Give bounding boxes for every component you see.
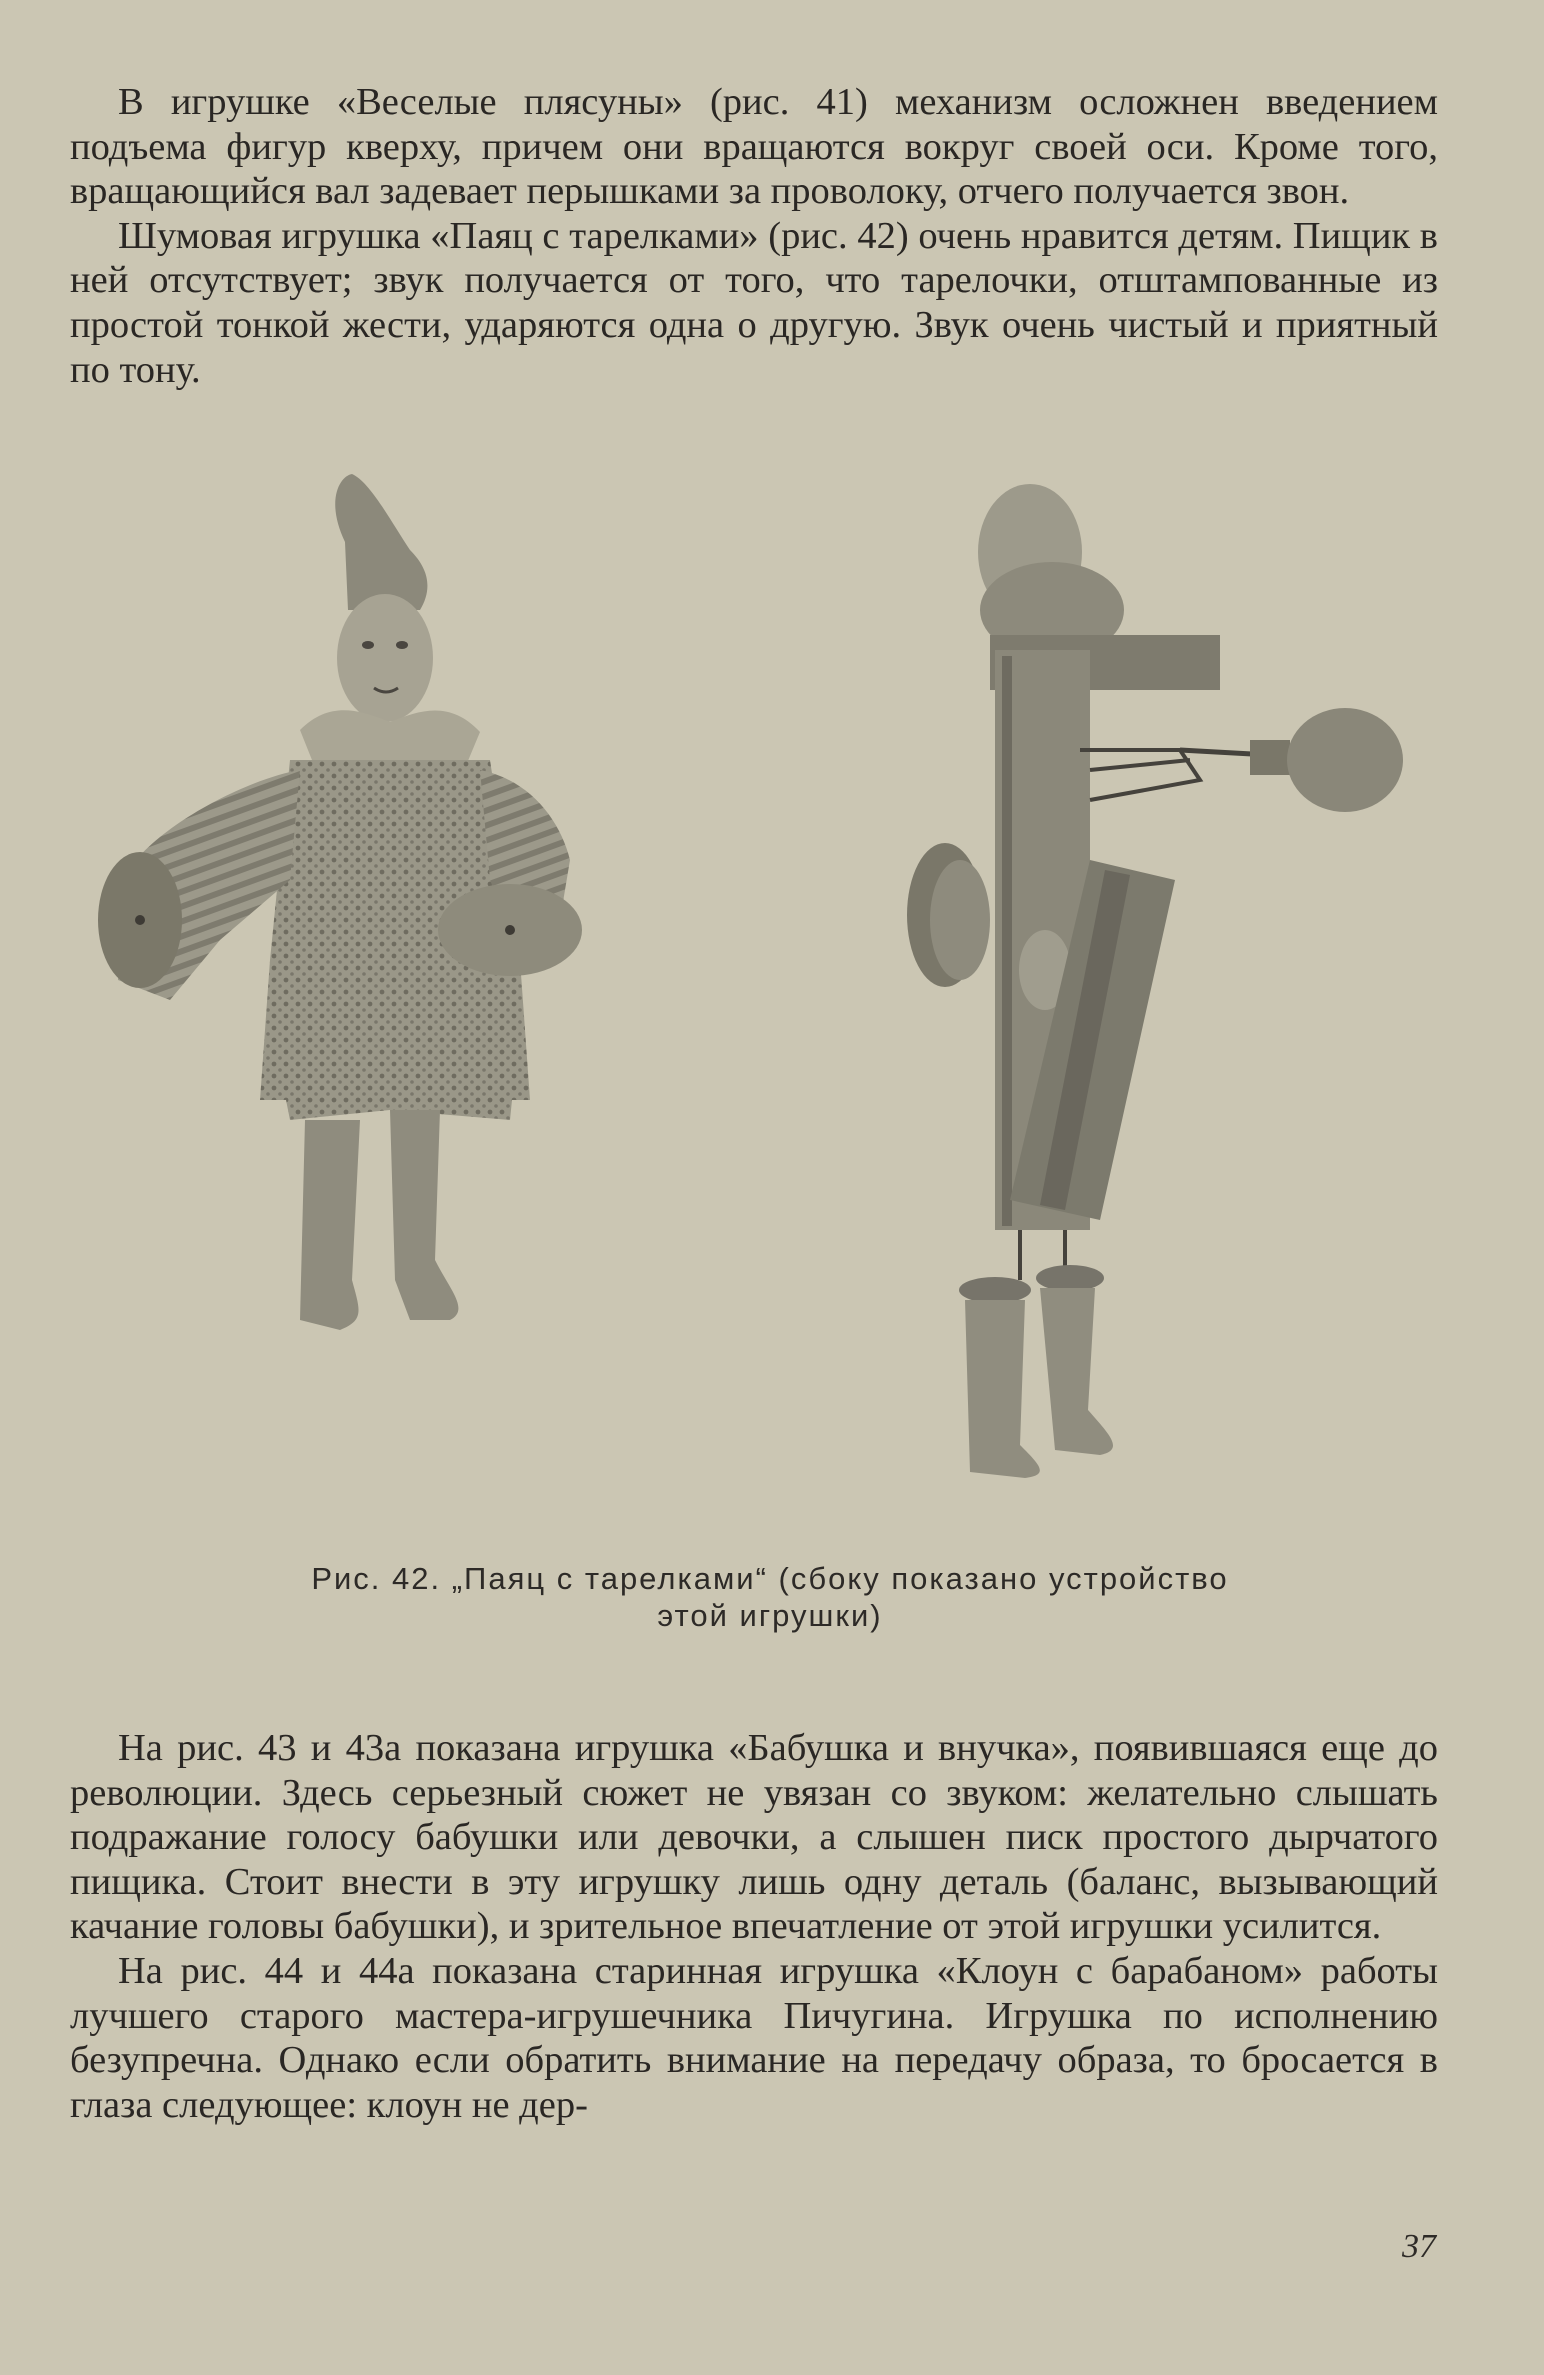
text-block-bottom [70,1726,1438,2127]
page-number: 37 [1402,2228,1436,2265]
paragraph: В игрушке «Веселые плясуны» (рис. 41) механизм осложнен введением подъема фигур кверху, причем они вращаются вокруг своей оси. Кроме того, вращающийся вал задевает перышками за проволоку, отчего получается звон. [70,81,1438,213]
clown-figure [98,474,582,1330]
caption-line: Рис. 42. „Паяц с тарелками“ (сбоку показано устройство [311,1561,1229,1596]
mechanism-figure [907,484,1403,1478]
figure-42-illustration [90,460,1430,1540]
text-block-top [70,80,1438,392]
paragraph: Шумовая игрушка «Паяц с тарелками» (рис. 42) очень нравится детям. Пищик в ней отсутствует; звук получается от того, что тарелочки, отштампованные из простой тонкой жести, ударяются одна о другую. Звук очень чистый и приятный по тону. [70,214,1438,391]
paragraph: На рис. 44 и 44а показана старинная игрушка «Клоун с барабаном» работы лучшего старого мастера-игрушечника Пичугина. Игрушка по исполнению безупречна. Однако если обратить внимание на передачу образа, то бросается в глаза следующее: клоун не дер- [70,1949,1438,2126]
figure-caption [180,1560,1360,1634]
paragraph: На рис. 43 и 43а показана игрушка «Бабушка и внучка», появившаяся еще до революции. Здесь серьезный сюжет не увязан со звуком: желательно слышать подражание голосу бабушки или девочки, а слышен писк простого дырчатого пищика. Стоит внести в эту игрушку лишь одну деталь (баланс, вызывающий качание головы бабушки), и зрительное впечатление от этой игрушки усилится. [70,1727,1438,1948]
caption-line: этой игрушки) [657,1598,883,1633]
